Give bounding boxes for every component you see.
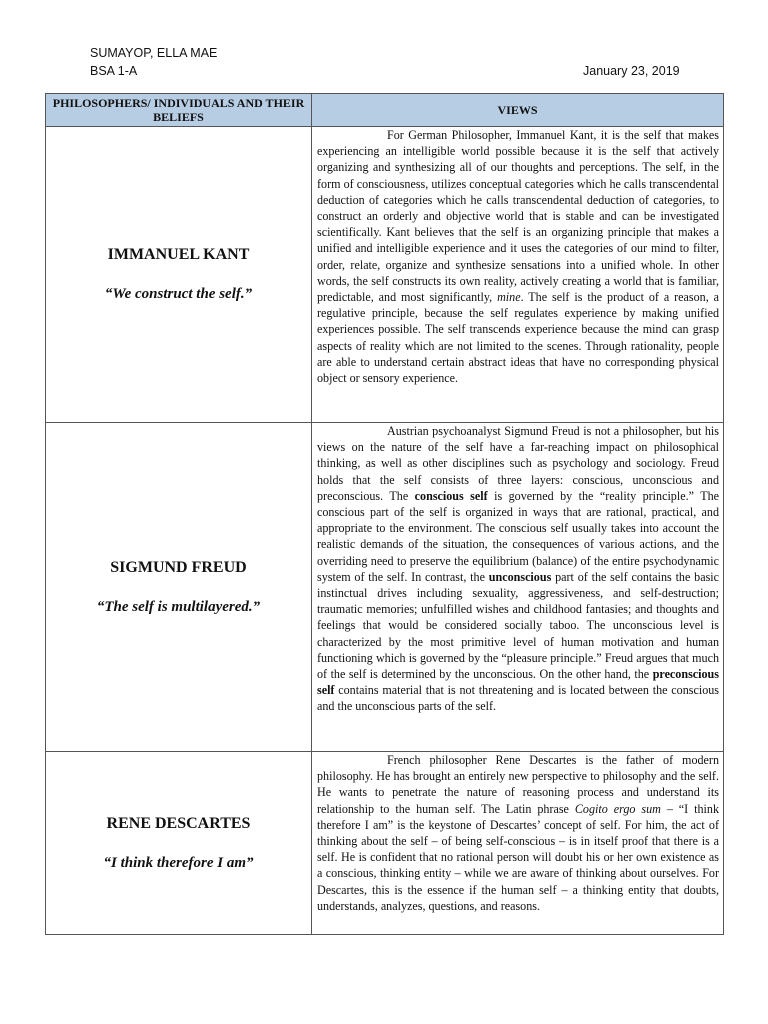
- table-row: [46, 127, 724, 423]
- document-date: January 23, 2019: [583, 64, 680, 78]
- view-text: Austrian psychoanalyst Sigmund Freud is not a philosopher, but his views on the nature of the self have a far-reaching impact on philosophical thinking, as well as other disciplines such as psychology and sociology. Freud holds that the self consists of three layers: conscious, unconscious and preconscious. The: [317, 424, 719, 503]
- view-cell: [312, 752, 724, 935]
- table-row: [46, 423, 724, 752]
- view-cell: [312, 127, 724, 423]
- table-header-row: [46, 94, 724, 127]
- philosopher-quote: “We construct the self.”: [104, 286, 253, 302]
- view-text: . The self is the product of a reason, a regulative principle, because the self regulates experience by making unified experiences possible. The self transcends experience because the mind can grasp aspects of reality which are not limited to the scenes. Through rationality, people are able to understand certain abstract ideas that have no corresponding physical object or sensory experience.: [317, 290, 719, 386]
- view-emphasis: mine: [497, 290, 521, 305]
- table-row: [46, 752, 724, 935]
- philosopher-quote: “I think therefore I am”: [103, 854, 254, 871]
- philosopher-name: IMMANUEL KANT: [107, 246, 250, 263]
- view-text: – “I think therefore I am” is the keystone of Descartes’ concept of self. For him, the act of thinking about the self – of being self-conscious – is in itself proof that there is a self. He is confident that no rational person will doubt his or her own existence as a conscious, thinking entity – while we are aware of thinking about ourselves. For Descartes, this is the essence if the human self – a thinking entity that doubts, understands, analyzes, questions, and reasons.: [317, 801, 719, 913]
- philosopher-cell: [46, 127, 312, 423]
- view-text: contains material that is not threatening and is located between the conscious and the unconscious parts of the self.: [317, 683, 719, 714]
- view-term: conscious self: [414, 488, 488, 503]
- view-text: French philosopher Rene Descartes is the father of modern philosophy. He has brought an entirely new perspective to philosophy and the self. He wants to penetrate the nature of reasoning process and understand its relationship to the human self. The Latin phrase: [317, 753, 719, 816]
- philosopher-cell: [46, 423, 312, 752]
- view-text: For German Philosopher, Immanuel Kant, it is the self that makes experiencing an intelligible world possible because it is the self that actively organizing and synthesizing all of our thoughts and perceptions. The self, in the form of consciousness, utilizes conceptual categories which he calls transcendental deduction of categories which he calls transcendental deduction of categories, to construct an orderly and objective world that is stable and can be investigated scientifically. Kant believes that the self is an organizing principle that makes a unified and intelligible experience and it uses the categories of our mind to filter, order, relate, organize and synthesize sensations into a unified whole. In other words, the self constructs its own reality, actively creating a world that is familiar, predictable, and most significantly,: [317, 128, 719, 305]
- student-name: SUMAYOP, ELLA MAE: [90, 46, 218, 60]
- philosopher-cell: [46, 752, 312, 935]
- view-emphasis: Cogito ergo sum: [574, 801, 661, 816]
- view-text: part of the self contains the basic instinctual drives including sexuality, aggressiveness, and self-destruction; traumatic memories; unfulfilled wishes and childhood fantasies; and thoughts and feelings that would be considered socially taboo. The unconscious level is characterized by the most primitive level of human motivation and human functioning which is governed by the “pleasure principle.” Freud argues that much of the self is determined by the unconscious. On the other hand, the: [317, 569, 719, 682]
- col-header-views: VIEWS: [312, 94, 724, 127]
- view-cell: [312, 423, 724, 752]
- student-section: BSA 1-A: [90, 64, 138, 78]
- view-term: unconscious: [488, 569, 552, 584]
- col-header-philosophers: PHILOSOPHERS/ INDIVIDUALS AND THEIR BELIEFS: [46, 94, 312, 127]
- philosophers-table: [45, 93, 724, 935]
- view-text: is governed by the “reality principle.” The conscious part of the self is organized in ways that are rational, practical, and appropriate to the environment. The conscious self usually takes into account the realistic demands of the situation, the consequences of various actions, and the overriding need to preserve the equilibrium (balance) of the entire psychodynamic system of the self. In contrast, the: [317, 488, 720, 584]
- philosopher-name: RENE DESCARTES: [106, 814, 251, 832]
- philosopher-quote: “The self is multilayered.”: [96, 598, 261, 615]
- view-term: preconscious self: [317, 667, 719, 698]
- philosopher-name: SIGMUND FREUD: [110, 558, 247, 576]
